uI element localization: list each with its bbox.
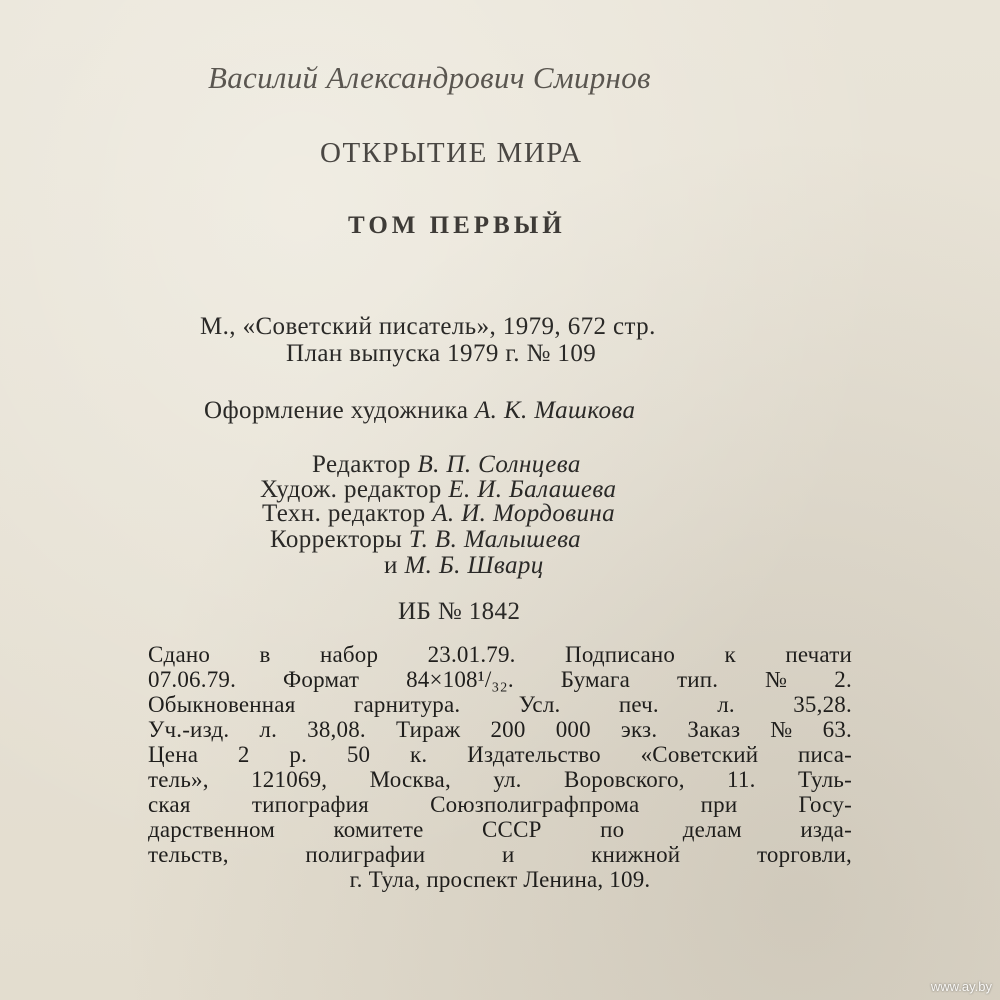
colophon-word: Формат <box>283 667 360 692</box>
colophon-word: СССР <box>482 817 542 842</box>
tech-editor-credit <box>262 500 615 528</box>
colophon-line <box>148 667 852 692</box>
colophon-word: ул. <box>493 767 522 792</box>
colophon-line <box>148 642 852 667</box>
colophon-word: комитете <box>333 817 424 842</box>
editor-name: В. П. Солнцева <box>417 451 581 478</box>
plan-line: План выпуска 1979 г. № 109 <box>286 340 597 367</box>
colophon-word: 50 <box>346 742 371 767</box>
colophon-word: № <box>765 667 788 692</box>
colophon-line: г. Тула, проспект Ленина, 109. <box>349 867 651 892</box>
editor-label: Редактор <box>312 451 411 478</box>
colophon-word: и <box>501 842 515 867</box>
tech-editor-name: А. И. Мордовина <box>432 500 616 527</box>
colophon-word: Издательство <box>467 742 601 767</box>
colophon-word: 84×108¹/₃₂. <box>406 667 514 692</box>
design-label: Оформление художника <box>204 397 469 424</box>
colophon-word: к <box>724 642 736 667</box>
colophon-word: экз. <box>620 717 658 742</box>
colophon-line <box>148 817 852 842</box>
colophon-word: тельств, <box>148 842 229 867</box>
design-artist-name: А. К. Машкова <box>475 397 636 424</box>
colophon-line <box>148 792 852 817</box>
publisher-line: М., «Советский писатель», 1979, 672 стр. <box>200 313 656 340</box>
volume-label: ТОМ ПЕРВЫЙ <box>348 212 566 239</box>
colophon-word: Обыкновенная <box>148 692 296 717</box>
colophon-word: 23.01.79. <box>427 642 516 667</box>
colophon-word: делам <box>682 817 742 842</box>
editor-credit <box>312 451 581 479</box>
colophon-word: полиграфии <box>305 842 426 867</box>
colophon-word: л. <box>259 717 278 742</box>
conjunction-label: и <box>384 552 398 579</box>
colophon-word: книжной <box>591 842 681 867</box>
colophon-word: Тираж <box>395 717 461 742</box>
proofreaders-credit-continued <box>384 552 544 580</box>
site-watermark: www.ay.by <box>930 979 992 994</box>
colophon-word: печ. <box>618 692 659 717</box>
colophon-word: р. <box>289 742 308 767</box>
colophon-word: Туль- <box>797 767 852 792</box>
art-editor-name: Е. И. Балашева <box>448 476 617 503</box>
colophon-word: изда- <box>800 817 852 842</box>
colophon-word: ская <box>148 792 191 817</box>
colophon-word: Бумага <box>560 667 631 692</box>
colophon-word: писа- <box>798 742 852 767</box>
colophon-line <box>148 692 852 717</box>
colophon-word: Подписано <box>565 642 676 667</box>
colophon-word: 07.06.79. <box>148 667 237 692</box>
colophon-line <box>148 742 852 767</box>
colophon-word: Союзполиграфпрома <box>430 792 640 817</box>
colophon-word: в <box>259 642 271 667</box>
colophon-line <box>148 717 852 742</box>
proofreaders-label: Корректоры <box>270 526 403 553</box>
colophon-word: тель», <box>148 767 209 792</box>
colophon-word: 121069, <box>251 767 328 792</box>
second-proofreader-name: М. Б. Шварц <box>404 552 544 579</box>
colophon-word: тип. <box>677 667 719 692</box>
colophon-line <box>148 767 852 792</box>
colophon-word: Усл. <box>518 692 561 717</box>
colophon-word: при <box>700 792 738 817</box>
colophon-word: 63. <box>822 717 852 742</box>
tech-editor-label: Техн. редактор <box>262 500 426 527</box>
colophon-word: № <box>770 717 793 742</box>
colophon-line <box>148 842 852 867</box>
author-name: Василий Александрович Смирнов <box>208 60 651 95</box>
colophon-word: «Советский <box>640 742 759 767</box>
colophon-word: 200 <box>490 717 526 742</box>
colophon-word: Уч.-изд. <box>148 717 230 742</box>
colophon-word: 2 <box>237 742 250 767</box>
colophon-word: по <box>600 817 625 842</box>
colophon-word: торговли, <box>756 842 852 867</box>
colophon-word: 000 <box>555 717 591 742</box>
colophon-word: типография <box>251 792 369 817</box>
colophon-word: гарнитура. <box>353 692 461 717</box>
art-editor-label: Худож. редактор <box>260 476 442 503</box>
colophon-word: дарственном <box>148 817 276 842</box>
design-credit <box>204 397 635 425</box>
colophon-word: Госу- <box>798 792 852 817</box>
colophon-word: 35,28. <box>793 692 852 717</box>
colophon-block <box>148 642 852 892</box>
colophon-word: Воровского, <box>564 767 685 792</box>
colophon-word: Сдано <box>148 642 211 667</box>
colophon-word: 2. <box>834 667 852 692</box>
colophon-word: Заказ <box>687 717 741 742</box>
colophon-word: Цена <box>148 742 199 767</box>
colophon-word: к. <box>410 742 428 767</box>
book-title: ОТКРЫТИЕ МИРА <box>320 137 583 169</box>
colophon-word: Москва, <box>369 767 451 792</box>
colophon-word: печати <box>785 642 852 667</box>
colophon-word: л. <box>717 692 735 717</box>
proofreaders-credit <box>270 526 581 554</box>
proofreader-name: Т. В. Малышева <box>408 526 582 553</box>
ib-number: ИБ № 1842 <box>398 598 521 625</box>
colophon-word: набор <box>319 642 379 667</box>
colophon-word: 11. <box>727 767 756 792</box>
colophon-word: 38,08. <box>307 717 366 742</box>
